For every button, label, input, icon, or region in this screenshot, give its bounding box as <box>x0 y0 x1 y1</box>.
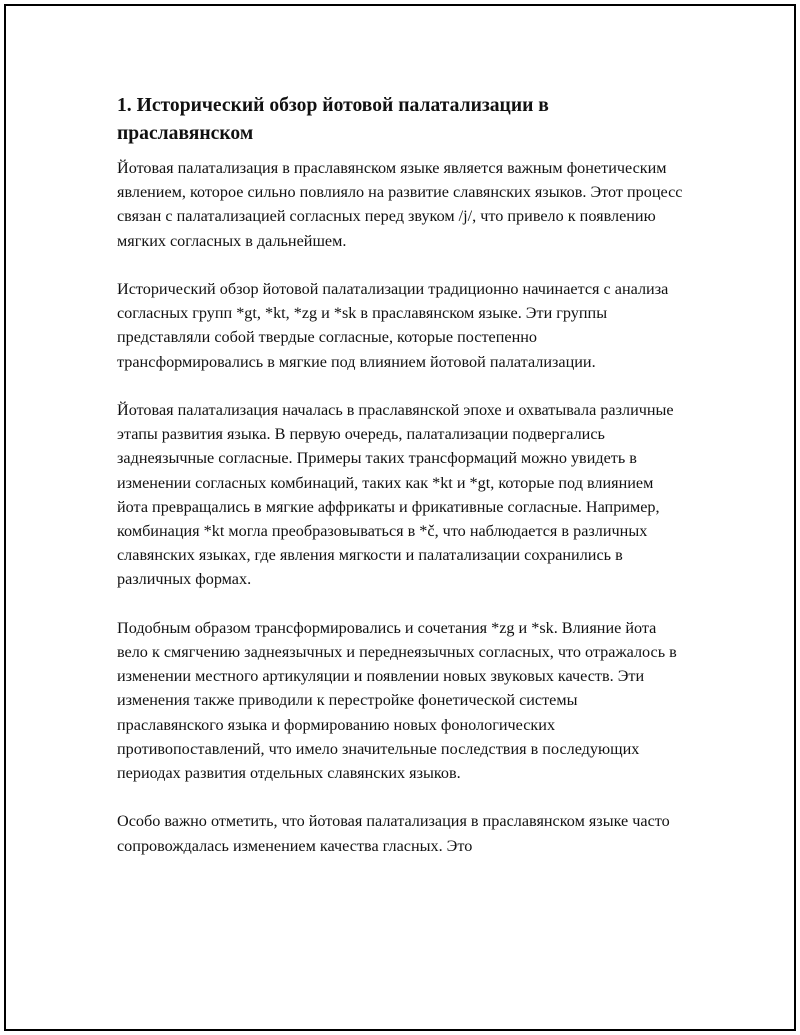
paragraph-4: Подобным образом трансформировались и сочетания *zg и *sk. Влияние йота вело к смягчению заднеязычных и переднеязычных согласных, что отражалось в изменении местного артикуляции и появлении новых звуковых качеств. Эти изменения также приводили к перестройке фонетической системы праславянского языка и формированию новых фонологических противопоставлений, что имело значительные последствия в последующих периодах развития отдельных славянских языков. <box>117 618 677 783</box>
document-body <box>117 92 687 882</box>
paragraph-2: Исторический обзор йотовой палатализации традиционно начинается с анализа согласных групп *gt, *kt, *zg и *sk в праславянском языке. Эти группы представляли собой твердые согласные, которые постепенно трансформировались в мягкие под влиянием йотовой палатализации. <box>117 280 669 371</box>
paragraph-1: Йотовая палатализация в праславянском языке является важным фонетическим явлением, которое сильно повлияло на развитие славянских языков. Этот процесс связан с палатализацией согласных перед звуком /j/, что привело к появлению мягких согласных в дальнейшем. <box>117 159 683 250</box>
paragraph-3: Йотовая палатализация началась в праславянской эпохе и охватывала различные этапы развития языка. В первую очередь, палатализации подвергались заднеязычные согласные. Примеры таких трансформаций можно увидеть в изменении согласных комбинаций, таких как *kt и *gt, которые под влиянием йота превращались в мягкие аффрикаты и фрикативные согласные. Например, комбинация *kt могла преобразовываться в *č, что наблюдается в различных славянских языках, где явления мягкости и палатализации сохранились в различных формах. <box>117 401 674 589</box>
section-heading: 1. Исторический обзор йотовой палатализации в праславянском <box>117 95 549 144</box>
paragraph-5: Особо важно отметить, что йотовая палатализация в праславянском языке часто сопровождалась изменением качества гласных. Это <box>117 812 670 855</box>
